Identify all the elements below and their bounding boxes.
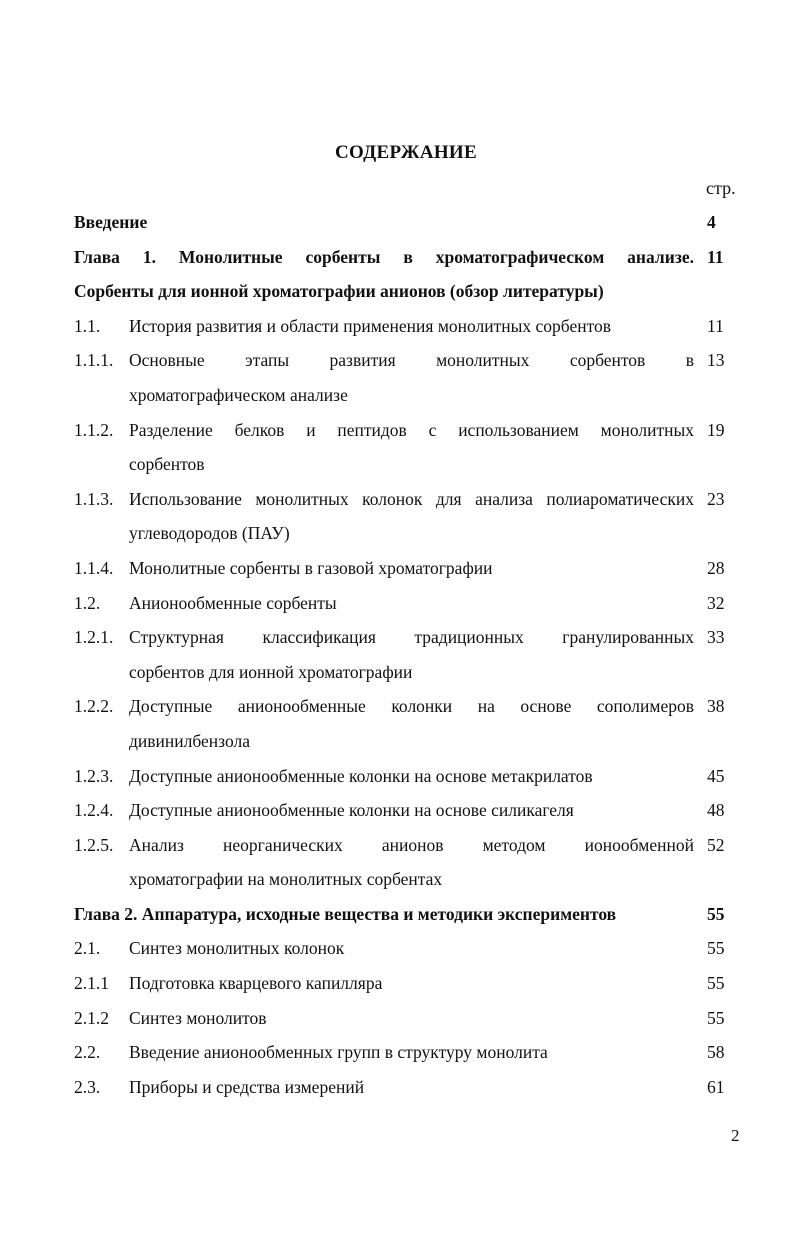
toc-entry-title-line: Доступные анионообменные колонки на основе силикагеля	[129, 800, 574, 821]
toc-entry-number: 2.2.	[74, 1042, 101, 1063]
toc-entry-title	[74, 897, 694, 932]
toc-entry	[74, 1035, 734, 1070]
toc-entry-title	[129, 551, 694, 586]
toc-entry-title-line: сорбентов для ионной хроматографии	[129, 661, 413, 682]
toc-entry-title-line: Синтез монолитных колонок	[129, 938, 345, 959]
toc-entry-title-line: Сорбенты для ионной хроматографии анионов (обзор литературы)	[74, 281, 604, 302]
toc-entry-number: 2.3.	[74, 1076, 101, 1097]
toc-entry-number: 1.1.2.	[74, 419, 114, 440]
toc-entry-number: 1.1.3.	[74, 488, 114, 509]
toc-entry-title-line: Анализ неорганических анионов методом ионообменной	[129, 834, 694, 855]
toc-entry-chapter-1	[74, 240, 734, 309]
page-number: 2	[731, 1126, 740, 1145]
toc-entry-title-line: хроматографическом анализе	[129, 384, 348, 405]
toc-entry-number: 1.2.5.	[74, 834, 114, 855]
toc-entry-page: 55	[707, 903, 725, 924]
toc-entry-number: 1.2.	[74, 592, 101, 613]
toc-entry-title	[129, 793, 694, 828]
toc-entry-title-line: Доступные анионообменные колонки на основе сополимеров	[129, 696, 694, 717]
toc-entry-page: 55	[707, 1007, 725, 1028]
toc-entry	[74, 689, 734, 758]
toc-entry-title-line: Глава 1. Монолитные сорбенты в хроматографическом анализе.	[74, 246, 694, 267]
toc-entry	[74, 482, 734, 551]
toc-entry-title-line: Синтез монолитов	[129, 1007, 267, 1028]
toc-entry-title-line: Анионообменные сорбенты	[129, 592, 337, 613]
toc-entry-number: 1.1.4.	[74, 557, 114, 578]
toc-entry-page: 13	[707, 350, 725, 371]
toc-entry-number: 2.1.	[74, 938, 101, 959]
toc-entry-page: 28	[707, 557, 725, 578]
toc-entry-number: 2.1.1	[74, 973, 109, 994]
page-column-label: стр.	[706, 178, 736, 198]
toc-entry-page: 48	[707, 800, 725, 821]
toc-entry-title-line: дивинилбензола	[129, 730, 250, 751]
toc-entry-title-line: Введение анионообменных групп в структуру монолита	[129, 1042, 548, 1063]
toc-entry-page: 23	[707, 488, 725, 509]
toc-entry-intro	[74, 205, 734, 240]
toc-entry-title	[129, 482, 694, 551]
toc-entry-title	[129, 1001, 694, 1036]
toc-entry-title-line: История развития и области применения монолитных сорбентов	[129, 315, 612, 336]
toc-entry	[74, 586, 734, 621]
toc-entry-page: 19	[707, 419, 725, 440]
toc-entry-page: 38	[707, 696, 725, 717]
toc-entry-title-line: Подготовка кварцевого капилляра	[129, 973, 383, 994]
toc-entry-page: 55	[707, 973, 725, 994]
toc-entry	[74, 966, 734, 1001]
toc-entry-title-line: Использование монолитных колонок для анализа полиароматических	[129, 488, 694, 509]
toc-entry-title-line: Разделение белков и пептидов с использованием монолитных	[129, 419, 694, 440]
toc-entry-number: 2.1.2	[74, 1007, 109, 1028]
toc-entry-title-line: Основные этапы развития монолитных сорбентов в	[129, 350, 694, 371]
toc-entry-page: 32	[707, 592, 725, 613]
toc-entry-page: 45	[707, 765, 725, 786]
toc-entry-title	[129, 586, 694, 621]
toc-entry-number: 1.2.4.	[74, 800, 114, 821]
toc-entry-number: 1.2.2.	[74, 696, 114, 717]
toc-entry-page: 58	[707, 1042, 725, 1063]
toc-entry	[74, 413, 734, 482]
toc-entry-title-line: Приборы и средства измерений	[129, 1076, 365, 1097]
toc-entry-number: 1.1.	[74, 315, 101, 336]
toc-entry-title-line: Доступные анионообменные колонки на основе метакрилатов	[129, 765, 593, 786]
toc-entry	[74, 551, 734, 586]
toc-entry-title	[129, 620, 694, 689]
toc-entry	[74, 793, 734, 828]
toc-entry-title	[129, 931, 694, 966]
toc-entry-title-line: углеводородов (ПАУ)	[129, 523, 290, 544]
toc-entry	[74, 931, 734, 966]
toc-entry-chapter-2	[74, 897, 734, 932]
toc-entry-title	[129, 689, 694, 758]
toc-entry-title	[74, 240, 694, 309]
page-title: СОДЕРЖАНИЕ	[335, 142, 477, 163]
toc-entry-number: 1.2.1.	[74, 627, 114, 648]
toc-entry-title-line: Введение	[74, 212, 148, 232]
toc-entry	[74, 828, 734, 897]
toc-entry-page: 4	[707, 212, 716, 232]
toc-entry-title-line: Структурная классификация традиционных гранулированных	[129, 627, 694, 648]
toc-entry-page: 52	[707, 834, 725, 855]
toc-entry-page: 61	[707, 1076, 725, 1097]
toc-entry-title-line: хроматографии на монолитных сорбентах	[129, 869, 443, 890]
table-of-contents	[74, 205, 734, 1104]
toc-entry-title	[129, 413, 694, 482]
toc-entry-page: 11	[707, 246, 724, 267]
toc-entry	[74, 1001, 734, 1036]
toc-entry	[74, 309, 734, 344]
toc-entry-number: 1.2.3.	[74, 765, 114, 786]
toc-entry	[74, 620, 734, 689]
toc-entry-title	[129, 1070, 694, 1105]
toc-entry-title	[129, 343, 694, 412]
toc-entry	[74, 1070, 734, 1105]
toc-entry-title	[129, 966, 694, 1001]
toc-entry-page: 33	[707, 627, 725, 648]
toc-entry-page: 55	[707, 938, 725, 959]
toc-entry-title	[129, 1035, 694, 1070]
toc-entry-number: 1.1.1.	[74, 350, 114, 371]
toc-entry-title	[129, 828, 694, 897]
toc-entry-title	[74, 205, 694, 240]
toc-entry-title-line: Монолитные сорбенты в газовой хроматографии	[129, 557, 493, 578]
toc-entry-title	[129, 759, 694, 794]
toc-entry	[74, 759, 734, 794]
toc-entry-page: 11	[707, 315, 724, 336]
toc-entry-title	[129, 309, 694, 344]
toc-entry	[74, 343, 734, 412]
toc-entry-title-line: Глава 2. Аппаратура, исходные вещества и методики экспериментов	[74, 903, 617, 924]
toc-entry-title-line: сорбентов	[129, 454, 205, 475]
